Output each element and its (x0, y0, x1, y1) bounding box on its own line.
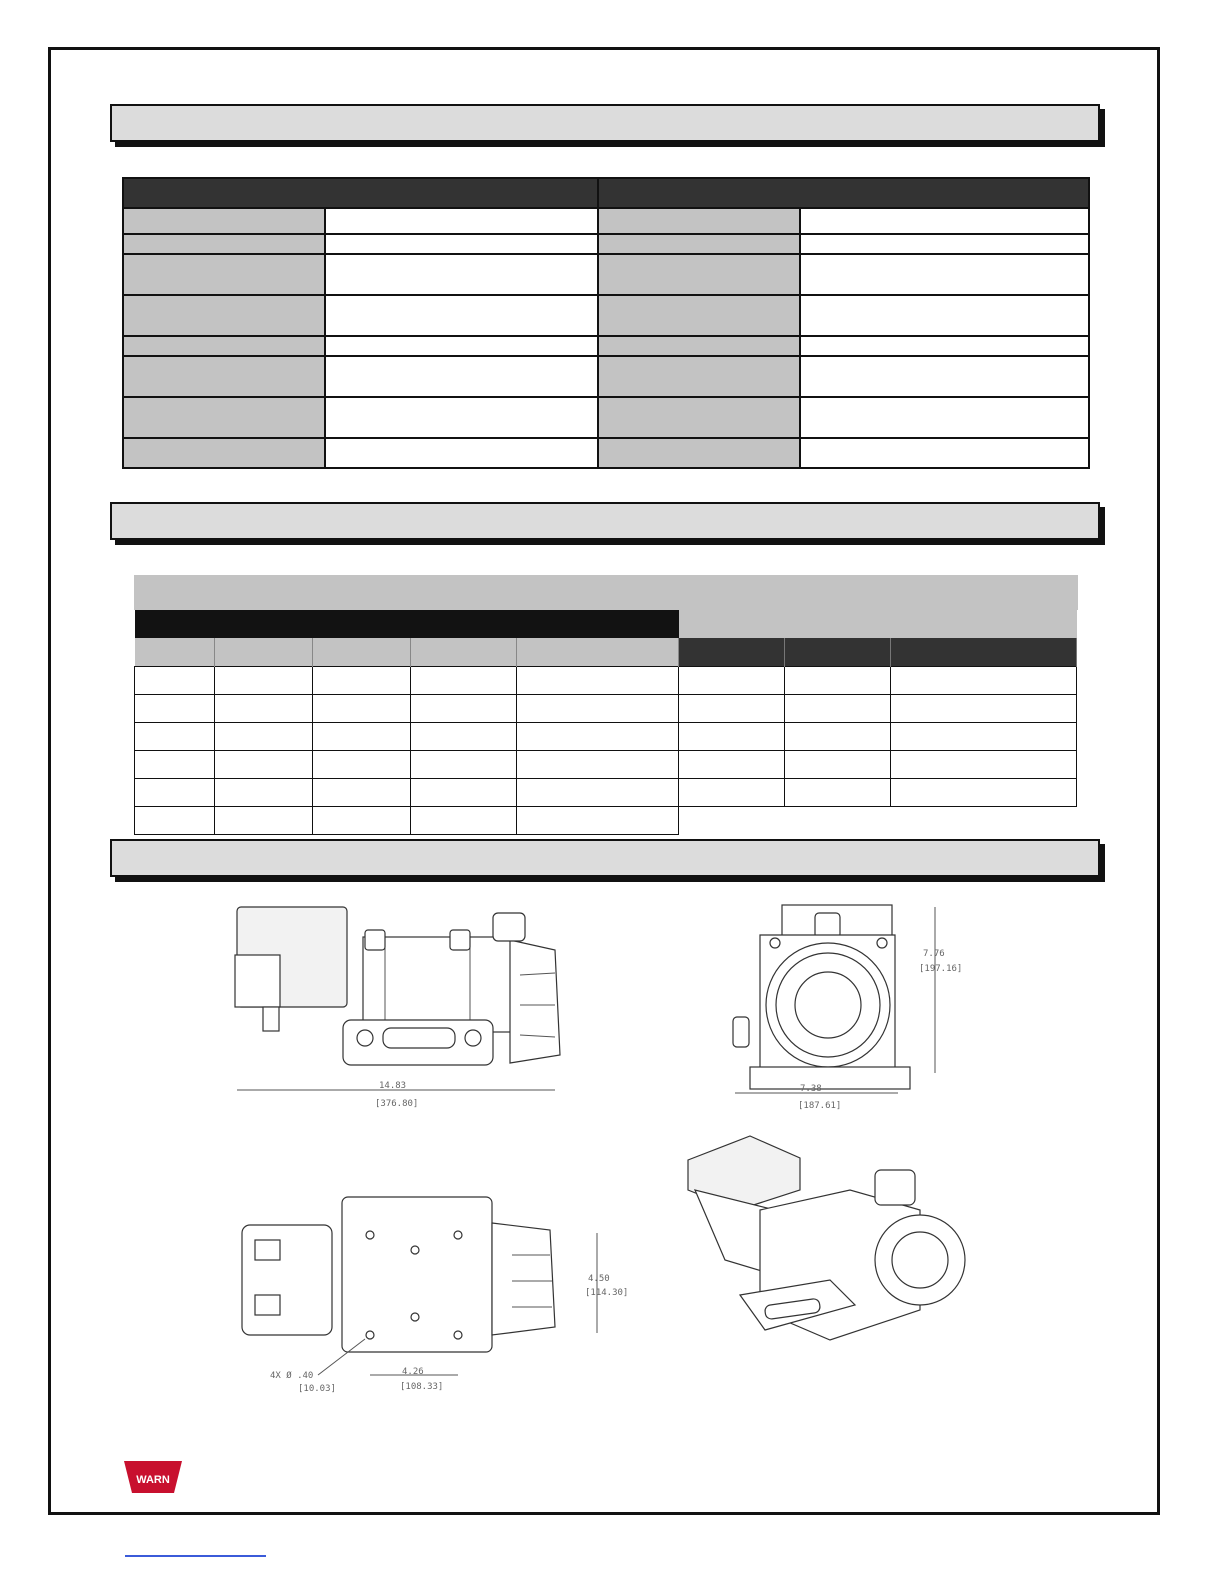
spec-label (123, 336, 325, 356)
spec-label (598, 234, 800, 254)
winch-side-view-drawing (225, 895, 570, 1120)
spec-value (325, 234, 598, 254)
footer-link[interactable] (125, 1555, 266, 1557)
table-row (135, 722, 1077, 750)
perf-subheader (891, 638, 1077, 666)
winch-bottom-view-drawing (230, 1185, 630, 1400)
perf-subheader (215, 638, 313, 666)
spec-value (325, 208, 598, 234)
specifications-table (122, 177, 1090, 469)
spec-label (598, 208, 800, 234)
perf-header (411, 610, 517, 638)
spec-label (598, 397, 800, 438)
perf-subheader (785, 638, 891, 666)
perf-header (313, 610, 411, 638)
spec-label (123, 234, 325, 254)
spec-value (325, 356, 598, 397)
table-row (135, 666, 1077, 694)
front-height-in: 7.76 (923, 949, 945, 959)
perf-header (517, 610, 679, 638)
spec-label (598, 356, 800, 397)
front-width-in: 7.38 (800, 1084, 822, 1094)
spec-value (800, 208, 1089, 234)
spec-value (800, 438, 1089, 468)
spec-label (123, 438, 325, 468)
table-row (135, 778, 1077, 806)
winch-isometric-view-drawing (680, 1130, 980, 1365)
spec-value (800, 336, 1089, 356)
hole-callout-mm: [10.03] (298, 1384, 336, 1394)
spec-value (325, 295, 598, 336)
front-height-mm: [197.16] (919, 964, 963, 974)
spec-label (598, 254, 800, 295)
performance-table-title (134, 575, 1078, 610)
spec-label (123, 208, 325, 234)
side-length-mm: [376.80] (375, 1099, 419, 1109)
side-length-in: 14.83 (379, 1081, 407, 1091)
bottom-spacing-y-in: 4.50 (588, 1274, 610, 1284)
section-bar-performance (110, 502, 1100, 540)
spec-label (598, 295, 800, 336)
spec-value (325, 397, 598, 438)
spec-value (800, 254, 1089, 295)
perf-subheader (679, 638, 785, 666)
spec-label (598, 336, 800, 356)
hole-callout: 4X Ø .40 (270, 1371, 314, 1381)
winch-front-view-drawing (720, 895, 980, 1120)
perf-subheader (135, 638, 215, 666)
spec-header-right (598, 178, 1089, 208)
spec-label (123, 356, 325, 397)
perf-subheader (517, 638, 679, 666)
spec-value (800, 397, 1089, 438)
bottom-spacing-y-mm: [114.30] (585, 1288, 629, 1298)
logo-text: WARN (136, 1474, 170, 1486)
perf-header-group (679, 610, 1077, 638)
spec-value (800, 234, 1089, 254)
table-row (135, 806, 1077, 834)
warn-logo (124, 1461, 184, 1495)
spec-value (800, 356, 1089, 397)
spec-label (598, 438, 800, 468)
perf-subheader (313, 638, 411, 666)
bottom-spacing-x-in: 4.26 (402, 1367, 424, 1377)
perf-header (135, 610, 215, 638)
spec-value (800, 295, 1089, 336)
bottom-spacing-x-mm: [108.33] (400, 1382, 444, 1392)
performance-table (134, 610, 1077, 835)
spec-value (325, 254, 598, 295)
spec-label (123, 397, 325, 438)
front-width-mm: [187.61] (798, 1101, 842, 1111)
spec-value (325, 336, 598, 356)
section-bar-dimensions (110, 839, 1100, 877)
spec-value (325, 438, 598, 468)
spec-label (123, 254, 325, 295)
table-row (135, 750, 1077, 778)
section-bar-specifications (110, 104, 1100, 142)
spec-label (123, 295, 325, 336)
spec-header-left (123, 178, 598, 208)
table-row (135, 694, 1077, 722)
perf-header (215, 610, 313, 638)
perf-subheader (411, 638, 517, 666)
